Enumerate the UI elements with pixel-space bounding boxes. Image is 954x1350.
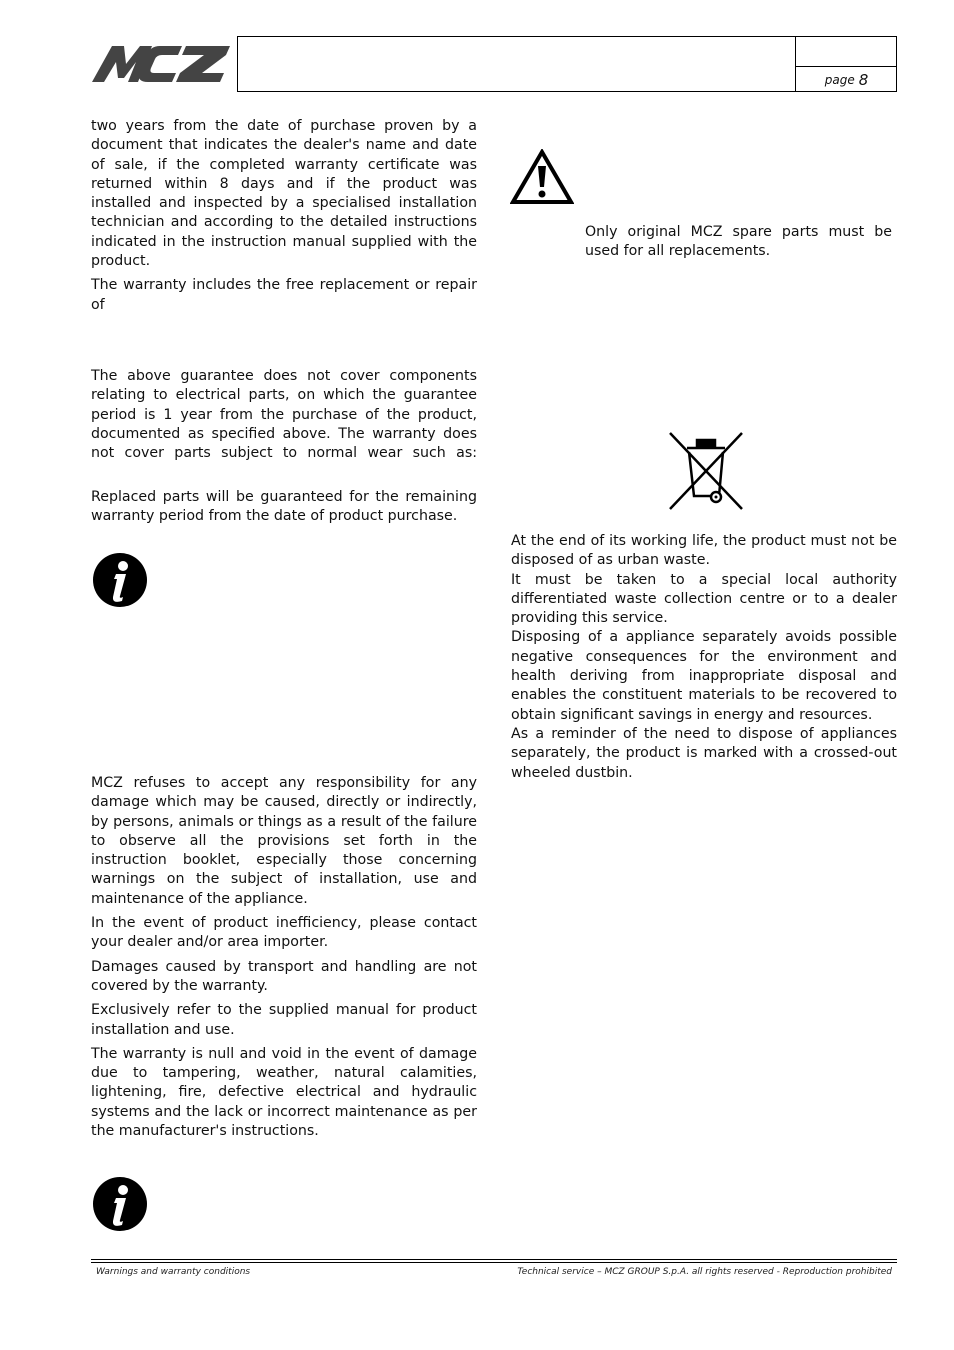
footer-divider [91,1259,897,1260]
transport-damage-paragraph: Damages caused by transport and handling are not covered by the warranty. [91,958,477,994]
header-cell-top [795,37,897,67]
warranty-period-paragraph: two years from the date of purchase proven by a document that indicates the dealer's name and date of sale, if the completed warranty certificate was returned within 8 days and if the product was installed and inspected by a specialised installation technician and according to the detailed instructions indicated in the instruction manual supplied with the product. [91,118,477,270]
warning-triangle-icon [510,149,574,205]
spare-parts-paragraph: Only original MCZ spare parts must be used for all replacements. [585,224,892,260]
disposal-paragraph-3: Disposing of a appliance separately avoids possible negative consequences for the environment and health deriving from inappropriate disposal and enables the constituent materials to be recovered to obtain significant savings in energy and resources. [511,629,897,723]
disposal-paragraph-1: At the end of its working life, the product must not be disposed of as urban waste. [511,533,897,569]
replaced-parts-block [91,488,477,532]
page-label: page [824,72,855,87]
disposal-paragraph-4: As a reminder of the need to dispose of appliances separately, the product is marked with a crossed-out wheeled dustbin. [511,725,897,781]
footer-left: Warnings and warranty conditions [96,1267,251,1277]
footer-divider [91,1262,897,1263]
spare-parts-block [585,223,892,267]
info-icon [92,552,148,608]
warranty-intro-block [91,117,477,320]
header-box [237,36,897,92]
disposal-paragraph-2: It must be taken to a special local authority differentiated waste collection centre or to a dealer providing this service. [511,571,897,627]
replaced-parts-paragraph: Replaced parts will be guaranteed for the remaining warranty period from the date of product purchase. [91,489,477,525]
info-icon [92,1176,148,1232]
responsibility-paragraph: MCZ refuses to accept any responsibility for any damage which may be caused, directly or indirectly, by persons, animals or things as a result of the failure to observe all the provisions set forth in the instruction booklet, especially those concerning warnings on the subject of installation, use and maintenance of the appliance. [91,775,477,907]
warranty-void-paragraph: The warranty is null and void in the event of damage due to tampering, weather, natural calamities, lightening, fire, defective electrical and hydraulic systems and the lack or incorrect maintenance as per the manufacturer's instructions. [91,1045,477,1140]
page-number: 8 [858,70,869,89]
mcz-logo [90,42,232,86]
warranty-includes-paragraph: The warranty includes the free replacement or repair of [91,277,477,313]
page-indicator [795,67,897,92]
disposal-block [511,532,897,783]
responsibility-block [91,774,477,1146]
manual-reference-paragraph: Exclusively refer to the supplied manual for product installation and use. [91,1002,477,1038]
footer-right: Technical service – MCZ GROUP S.p.A. all rights reserved - Reproduction prohibited [517,1267,892,1277]
electrical-exclusion-paragraph: The above guarantee does not cover components relating to electrical parts, on which the guarantee period is 1 year from the purchase of the product, documented as specified above. The warranty does not cover parts subject to normal wear such as: [91,368,477,462]
electrical-exclusion-block [91,367,477,468]
inefficiency-paragraph: In the event of product inefficiency, please contact your dealer and/or area importer. [91,915,477,951]
crossed-out-wheeled-bin-icon [667,430,745,512]
